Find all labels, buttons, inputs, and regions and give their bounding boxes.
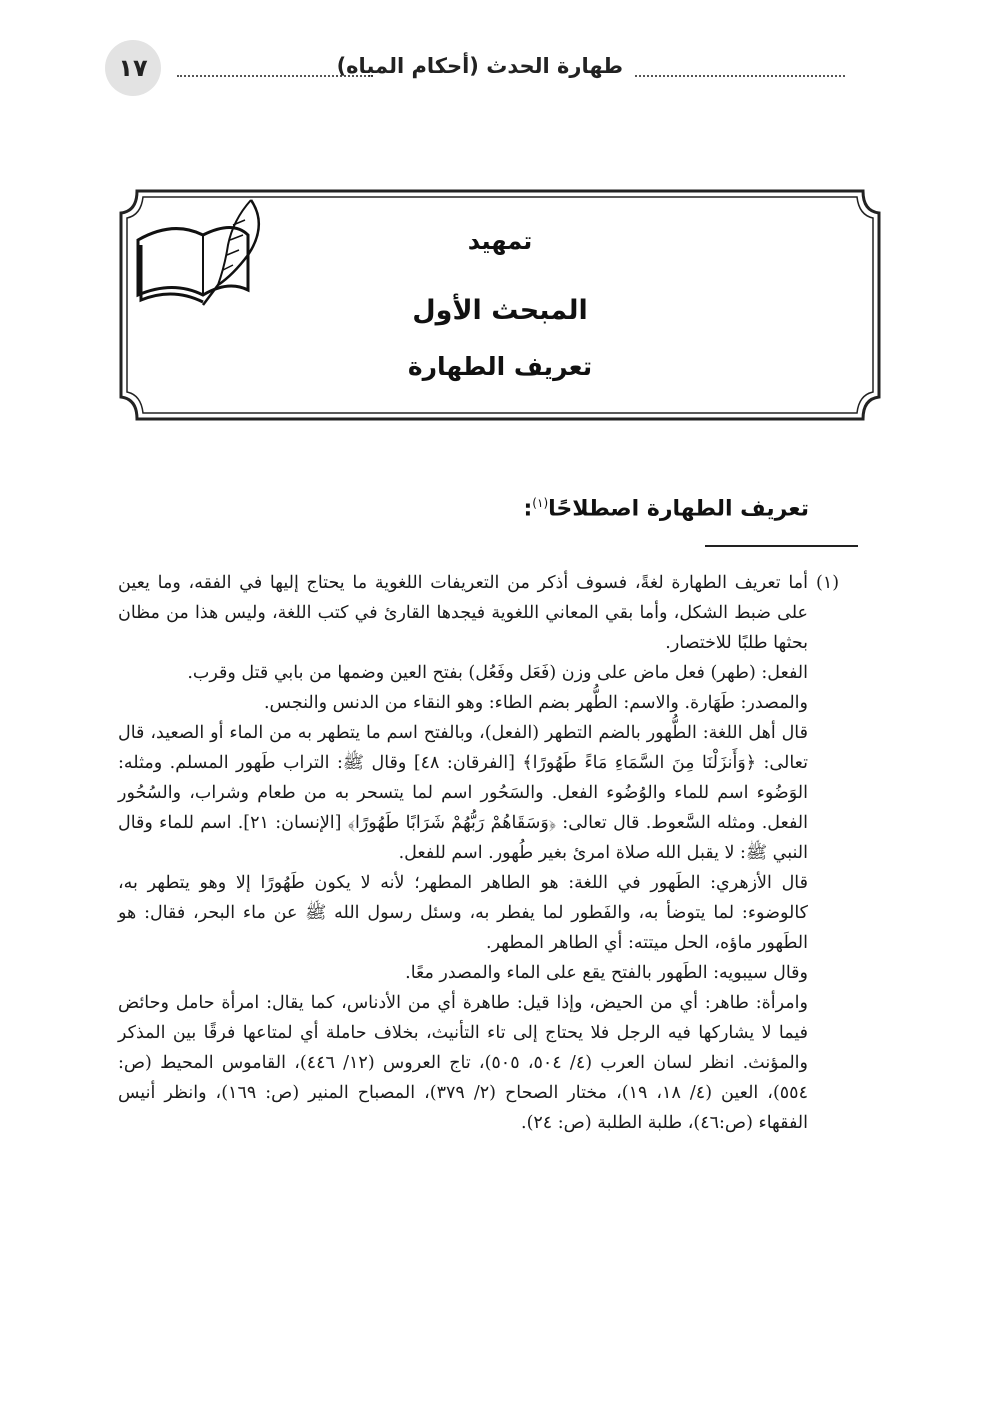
footnote-body xyxy=(118,568,808,1138)
footnote-number: (١) xyxy=(816,573,840,593)
footnote-separator xyxy=(705,545,858,547)
footnote-paragraph: قال أهل اللغة: الطُّهور بالضم التطهر (الفعل)، وبالفتح اسم ما يتطهر به من الماء أو الصعيد، قال تعالى: ﴿وَأَنزَلْنَا مِنَ السَّمَاءِ مَاءً طَهُورًا﴾ [الفرقان: ٤٨] وقال ﷺ: التراب طَهور المسلم. ومثله: الوَضُوء اسم للماء والوُضُوء الفعل. والسَحُور اسم لما يتسحر به من طعام وشراب، والسُحُور الفعل. ومثله السَّعوط. قال تعالى: ﴿وَسَقَاهُمْ رَبُّهُمْ شَرَابًا طَهُورًا﴾ [الإنسان: ٢١]. اسم للماء وقال النبي ﷺ: لا يقبل الله صلاة امرئ بغير طُهور. اسم للفعل. xyxy=(118,723,809,863)
footnote-reference[interactable]: (١) xyxy=(532,496,549,510)
footnote-paragraph: وقال سيبويه: الطَهور بالفتح يقع على الماء والمصدر معًا. xyxy=(405,963,808,983)
running-title: طهارة الحدث (أحكام المياه) xyxy=(336,54,623,78)
topic-title: تعريف الطهارة xyxy=(407,352,593,381)
page-number: ١٧ xyxy=(105,40,161,96)
footnote-paragraph: أما تعريف الطهارة لغةً، فسوف أذكر من التعريفات اللغوية ما يحتاج إليها في الفقه، وما يعين على ضبط الشكل، وأما بقي المعاني اللغوية فيجدها القارئ في كتب اللغة، وليس هذا من مظان بحثها طلبًا للاختصار. xyxy=(118,573,808,653)
section-title: المبحث الأول xyxy=(412,295,588,326)
chapter-label: تمهيد xyxy=(467,227,533,255)
page-header xyxy=(105,40,845,98)
footnote-paragraph: وامرأة: طاهر: أي من الحيض، وإذا قيل: طاهرة أي من الأدناس، كما يقال: امرأة حامل وحائض فيما لا يشاركها فيه الرجل فلا يحتاج إلى تاء التأنيث، بخلاف حاملة أي لمتاعها فرقًا بين المذكر والمؤنث. انظر لسان العرب (٤/ ٥٠٤، ٥٠٥)، تاج العروس (١٢/ ٤٤٦)، القاموس المحيط (ص: ٥٥٤)، العين (٤/ ١٨، ١٩)، مختار الصحاح (٢/ ٣٧٩)، المصباح المنير (ص: ١٦٩)، وانظر أنيس الفقهاء (ص:٤٦)، طلبة الطلبة (ص: ٢٤). xyxy=(118,993,808,1133)
footnote-paragraph: قال الأزهري: الطَهور في اللغة: هو الطاهر المطهر؛ لأنه لا يكون طَهُورًا إلا وهو يتطهر به، كالوضوء: لما يتوضأ به، والفَطور لما يفطر به، وسئل رسول الله ﷺ عن ماء البحر، فقال: هو الطَهور ماؤه، الحل ميتته: أي الطاهر المطهر. xyxy=(118,873,808,953)
header-dotted-leader-right xyxy=(635,75,845,77)
section-heading-text: تعريف الطهارة اصطلاحًا xyxy=(548,496,809,522)
section-heading xyxy=(523,496,809,521)
footnote-paragraph: والمصدر: طَهَارة. والاسم: الطُّهر بضم الطاء: وهو النقاء من الدنس والنجس. xyxy=(263,693,808,713)
chapter-title-box xyxy=(115,185,840,420)
section-heading-colon: : xyxy=(523,496,533,522)
footnote-paragraph: الفعل: (طهر) فعل ماض على وزن (فَعَل وفَعُل) بفتح العين وضمها من بابي قتل وقرب. xyxy=(187,663,808,683)
